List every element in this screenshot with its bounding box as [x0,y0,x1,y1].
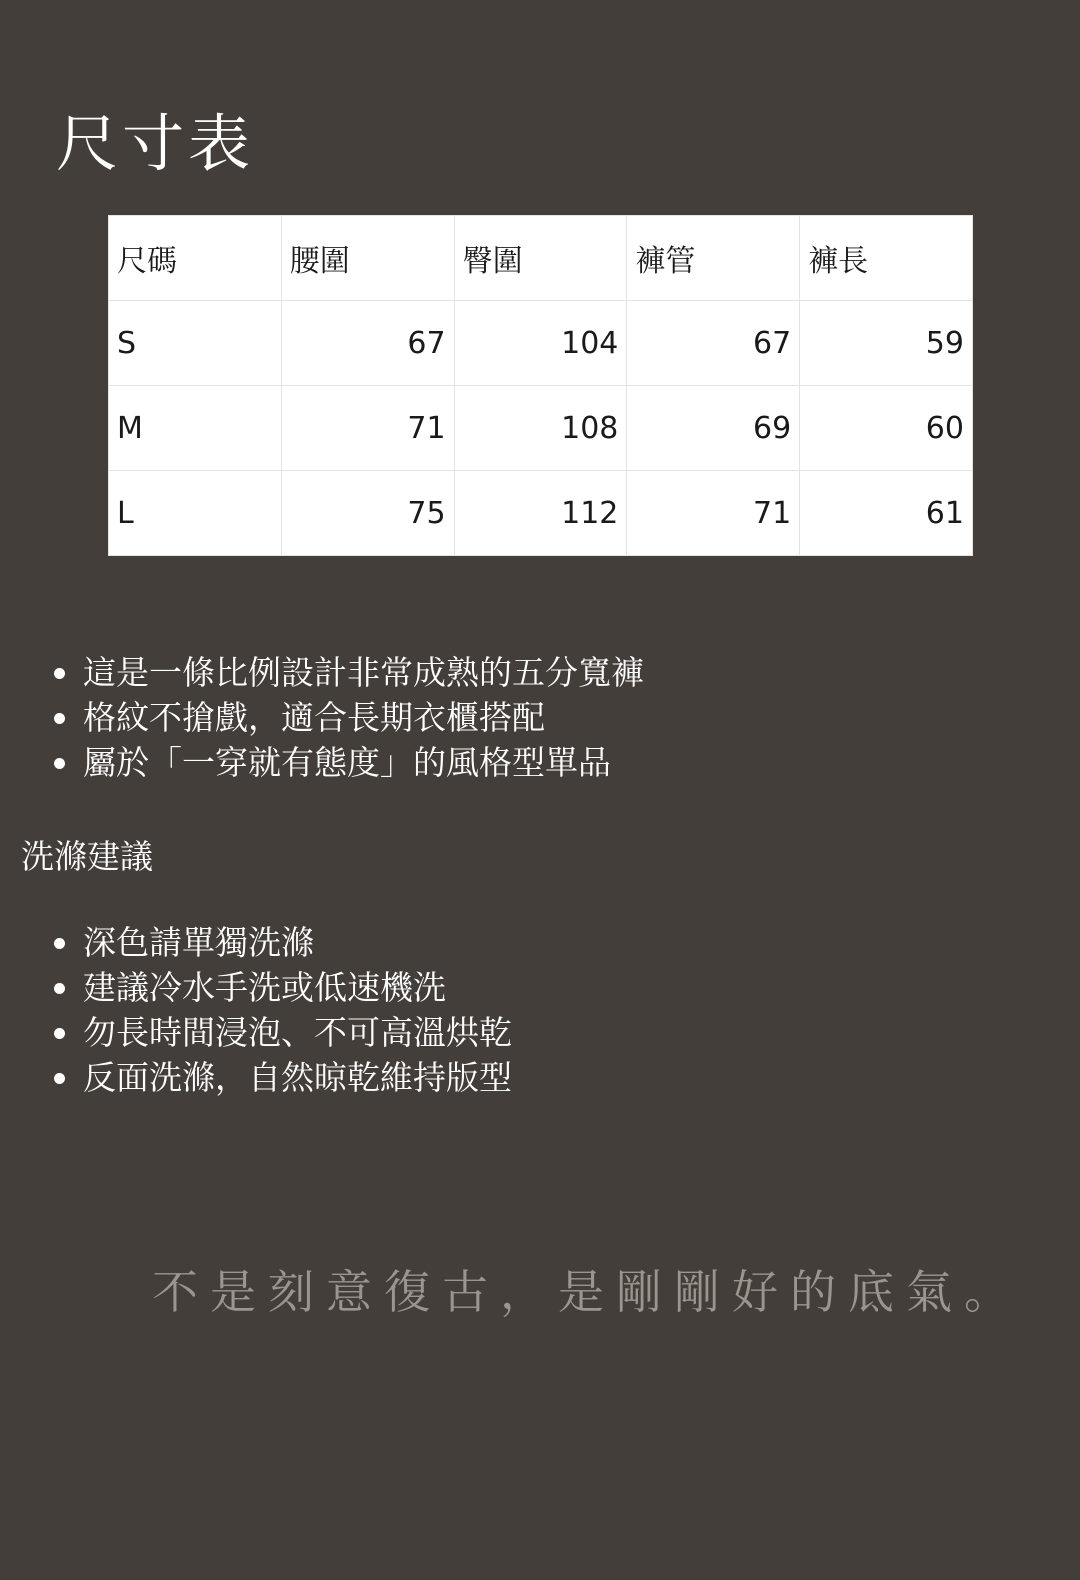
care-list [50,920,512,1100]
cell-waist: 67 [281,301,454,386]
care-text: 勿長時間浸泡、不可高溫烘乾 [83,1013,512,1052]
header-length: 褲長 [800,216,973,301]
table-row [109,471,973,556]
care-heading: 洗滌建議 [21,837,153,876]
cell-size: L [109,471,282,556]
list-item [50,1010,512,1055]
list-item [50,965,512,1010]
list-item [50,740,644,785]
cell-length: 61 [800,471,973,556]
cell-hip: 112 [454,471,627,556]
care-text: 建議冷水手洗或低速機洗 [83,968,446,1007]
bullet-dot-icon [54,758,65,769]
page-title: 尺寸表 [56,107,255,180]
feature-text: 這是一條比例設計非常成熟的五分寬褲 [83,653,644,692]
header-hip: 臀圍 [454,216,627,301]
header-size: 尺碼 [109,216,282,301]
table-header-row [109,216,973,301]
bullet-dot-icon [54,983,65,994]
feature-text: 格紋不搶戲，適合長期衣櫃搭配 [83,698,545,737]
table-row [109,386,973,471]
size-table [108,215,973,556]
bullet-dot-icon [54,1073,65,1084]
bullet-dot-icon [54,1028,65,1039]
feature-text: 屬於「一穿就有態度」的風格型單品 [83,743,611,782]
cell-waist: 75 [281,471,454,556]
care-text: 深色請單獨洗滌 [83,923,314,962]
bullet-dot-icon [54,938,65,949]
list-item [50,920,512,965]
cell-hip: 104 [454,301,627,386]
header-waist: 腰圍 [281,216,454,301]
cell-leg-opening: 67 [627,301,800,386]
header-leg-opening: 褲管 [627,216,800,301]
list-item [50,695,644,740]
cell-size: S [109,301,282,386]
feature-list [50,650,644,785]
list-item [50,1055,512,1100]
cell-length: 60 [800,386,973,471]
list-item [50,650,644,695]
bullet-dot-icon [54,668,65,679]
care-text: 反面洗滌，自然晾乾維持版型 [83,1058,512,1097]
cell-length: 59 [800,301,973,386]
bullet-dot-icon [54,713,65,724]
tagline: 不是刻意復古，是剛剛好的底氣。 [152,1265,1022,1319]
cell-hip: 108 [454,386,627,471]
cell-size: M [109,386,282,471]
table-row [109,301,973,386]
cell-waist: 71 [281,386,454,471]
cell-leg-opening: 69 [627,386,800,471]
cell-leg-opening: 71 [627,471,800,556]
